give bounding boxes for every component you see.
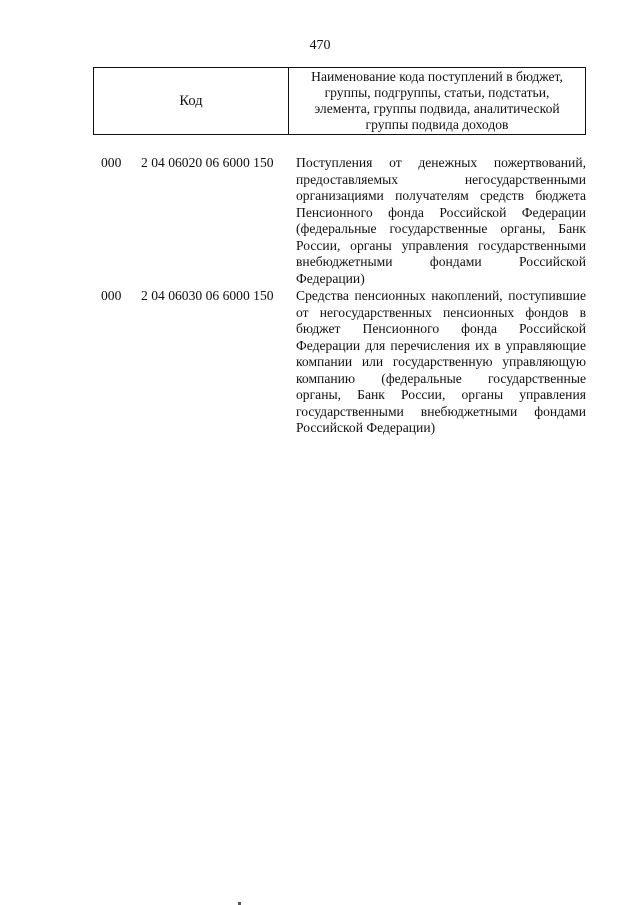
entry-income-code: 2 04 06030 06 6000 150 bbox=[141, 288, 274, 303]
entry-description: Поступления от денежных пожертвований, предоставляемых негосударственными организациями получателям средств бюджета Пенсионного фонда Российской Федерации (федеральные государственные органы, Банк России, органы управления государственными внебюджетными фондами Российской Федерации) bbox=[296, 155, 586, 286]
entry-income-code: 2 04 06020 06 6000 150 bbox=[141, 155, 274, 170]
page-number: 470 bbox=[309, 38, 331, 53]
header-code-column bbox=[94, 68, 289, 134]
entry-group-code: 000 bbox=[101, 155, 122, 170]
header-name-label: Наименование кода поступлений в бюджет, группы, подгруппы, статьи, подстатьи, элемента, группы подвида, аналитической группы подвида доходов bbox=[311, 69, 563, 132]
entry-group-code: 000 bbox=[101, 288, 122, 303]
table-header bbox=[93, 67, 586, 135]
entry-description: Средства пенсионных накоплений, поступившие от негосударственных пенсионных фондов в бюджет Пенсионного фонда Российской Федерации для перечисления их в управляющие компании или государственную управляющую компанию (федеральные государственные органы, Банк России, органы управления государственными внебюджетными фондами Российской Федерации) bbox=[296, 288, 586, 435]
header-name-column bbox=[289, 68, 585, 134]
header-code-label: Код bbox=[179, 92, 203, 109]
